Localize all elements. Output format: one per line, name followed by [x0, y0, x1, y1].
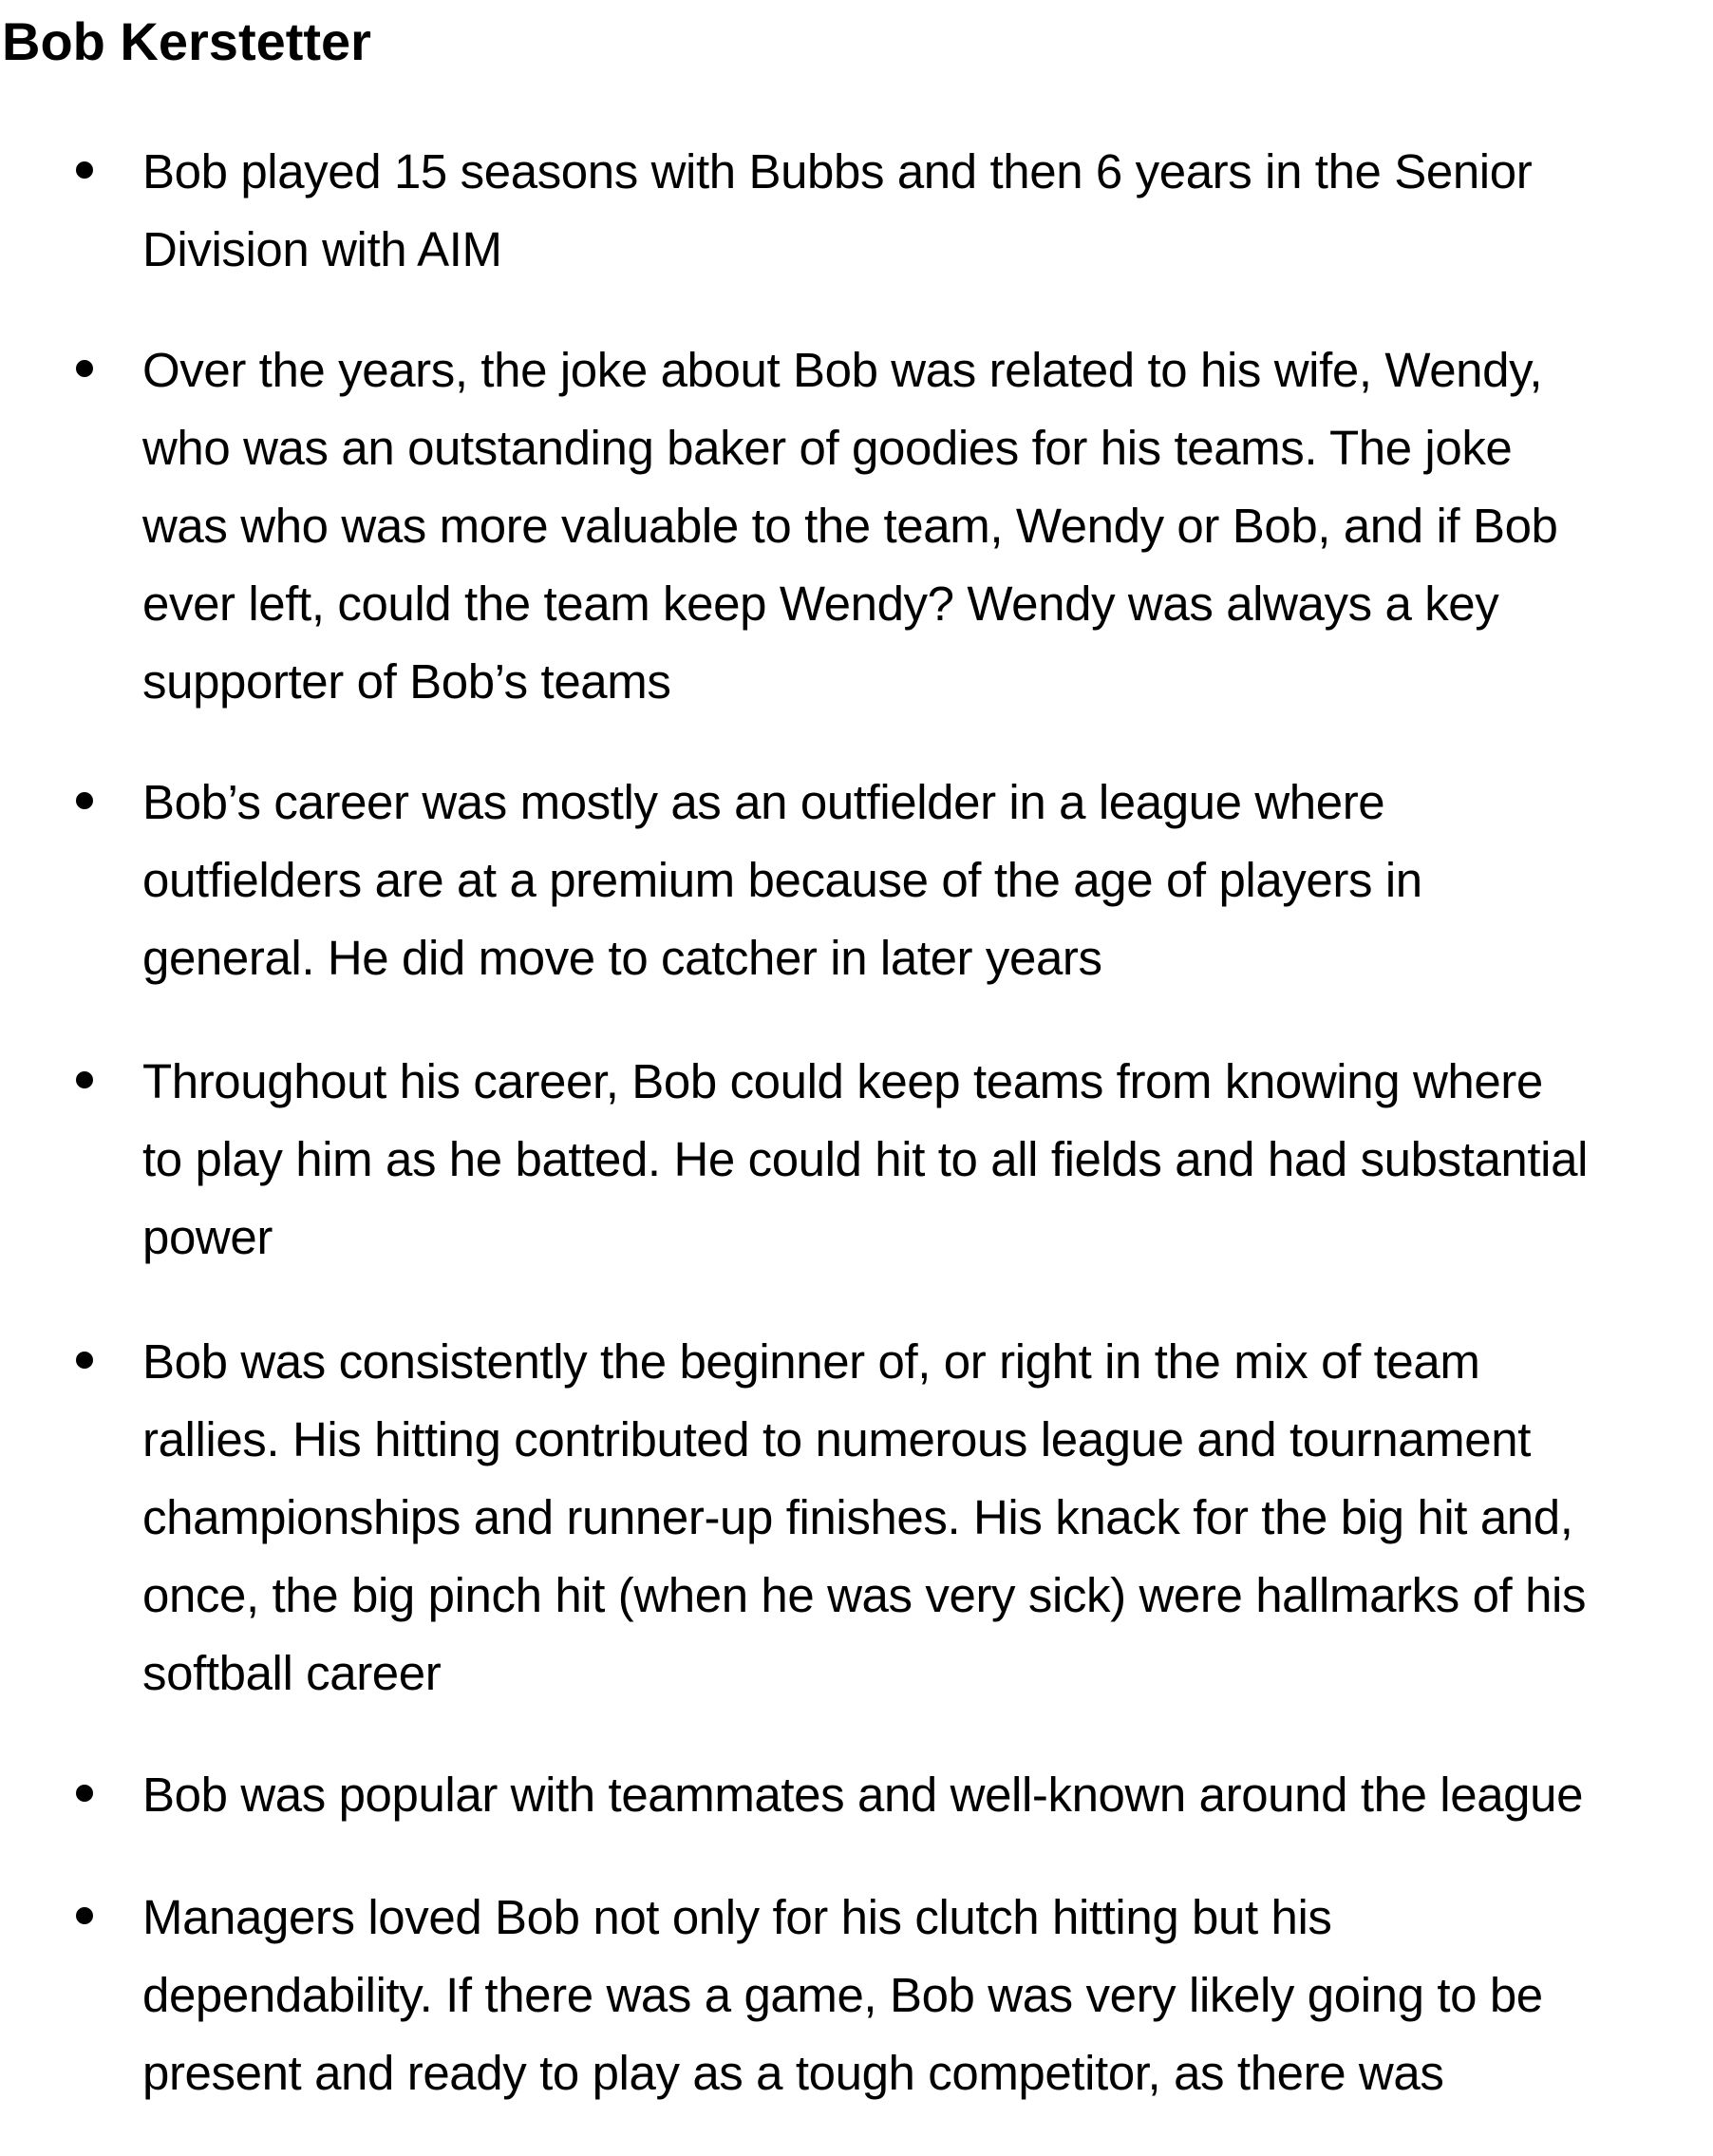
text-line: softball career [142, 1646, 442, 1700]
text-line: ever left, could the team keep Wendy? Wendy was always a key [142, 577, 1499, 631]
text-line: Throughout his career, Bob could keep teams from knowing where [142, 1054, 1543, 1108]
text-line: power [142, 1210, 273, 1264]
text-line: present and ready to play as a tough competitor, as there was [142, 2046, 1444, 2100]
text-line: who was an outstanding baker of goodies for his teams. The joke [142, 421, 1513, 475]
text-line: to play him as he batted. He could hit to all fields and had substantial [142, 1132, 1588, 1186]
list-item-text [142, 1323, 1709, 1712]
text-line: Over the years, the joke about Bob was related to his wife, Wendy, [142, 343, 1543, 397]
text-line: was who was more valuable to the team, Wendy or Bob, and if Bob [142, 499, 1558, 553]
text-line: dependability. If there was a game, Bob was very likely going to be [142, 1968, 1543, 2022]
text-line: Division with AIM [142, 222, 502, 276]
text-line: championships and runner-up finishes. His knack for the big hit and, [142, 1490, 1573, 1544]
bullet-icon [76, 161, 93, 179]
list-item-text [142, 764, 1709, 997]
bullet-icon [76, 792, 93, 809]
bullet-icon [76, 1785, 93, 1802]
list-item-text [142, 331, 1709, 721]
text-line: once, the big pinch hit (when he was very sick) were hallmarks of his [142, 1568, 1587, 1622]
document-title: Bob Kerstetter [2, 11, 371, 71]
text-line: Managers loved Bob not only for his clutch hitting but his [142, 1890, 1332, 1944]
text-line: general. He did move to catcher in later years [142, 931, 1102, 985]
text-line: Bob’s career was mostly as an outfielder in a league where [142, 775, 1385, 829]
text-line: rallies. His hitting contributed to numerous league and tournament [142, 1412, 1531, 1466]
text-line: Bob was consistently the beginner of, or right in the mix of team [142, 1334, 1480, 1389]
list-item-text [142, 1043, 1709, 1277]
text-line: outfielders are at a premium because of the age of players in [142, 853, 1422, 907]
bullet-icon [76, 1907, 93, 1924]
bullet-icon [76, 1071, 93, 1088]
list-item-text [142, 133, 1709, 289]
text-line: supporter of Bob’s teams [142, 654, 671, 709]
list-item-text [142, 1879, 1709, 2112]
text-line: Bob played 15 seasons with Bubbs and then 6 years in the Senior [142, 144, 1533, 199]
text-line: Bob was popular with teammates and well-known around the league [142, 1768, 1584, 1822]
list-item-text [142, 1756, 1709, 1834]
bullet-icon [76, 1352, 93, 1369]
bullet-icon [76, 360, 93, 377]
